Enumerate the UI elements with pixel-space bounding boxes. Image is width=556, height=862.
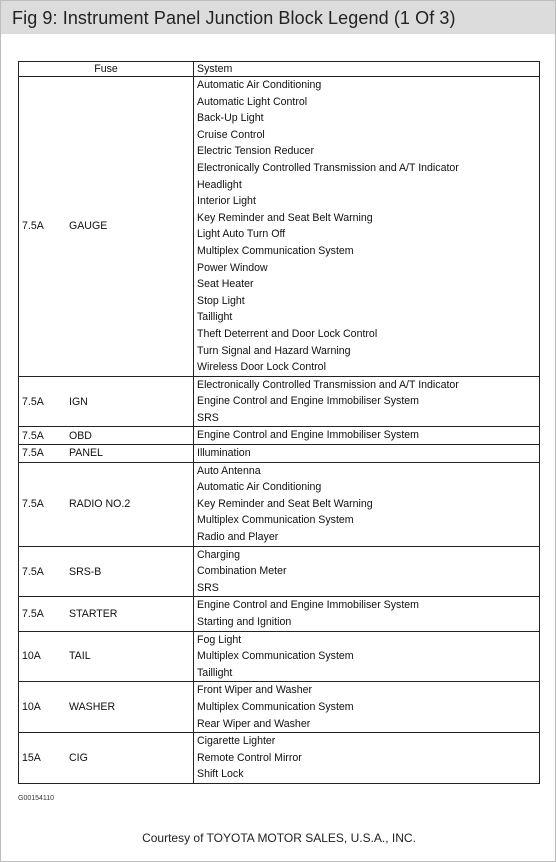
system-item: Radio and Player bbox=[197, 531, 279, 544]
fuse-amperage: 7.5A bbox=[19, 77, 67, 377]
system-item: Engine Control and Engine Immobiliser System bbox=[197, 429, 419, 442]
system-item: Taillight bbox=[197, 666, 233, 679]
system-list bbox=[194, 427, 540, 445]
fuse-name: SRS-B bbox=[66, 546, 194, 597]
fuse-name: PANEL bbox=[66, 445, 194, 463]
system-item: Theft Deterrent and Door Lock Control bbox=[197, 327, 378, 340]
table-body bbox=[19, 77, 540, 784]
fuse-amperage: 10A bbox=[19, 682, 67, 733]
system-item: Shift Lock bbox=[197, 768, 244, 781]
figure-code: G00154110 bbox=[18, 795, 55, 802]
system-item: Multiplex Communication System bbox=[197, 650, 354, 663]
system-item: Key Reminder and Seat Belt Warning bbox=[197, 211, 373, 224]
system-list bbox=[194, 77, 540, 377]
system-item: Cruise Control bbox=[197, 128, 265, 141]
fuse-amperage: 15A bbox=[19, 733, 67, 784]
system-item: Multiplex Communication System bbox=[197, 244, 354, 257]
fuse-name: CIG bbox=[66, 733, 194, 784]
system-item: Headlight bbox=[197, 178, 242, 191]
system-item: Electronically Controlled Transmission and A/T Indicator bbox=[197, 378, 459, 391]
table-row bbox=[19, 427, 540, 445]
system-list bbox=[194, 597, 540, 631]
title-bar bbox=[1, 1, 555, 34]
system-item: Multiplex Communication System bbox=[197, 514, 354, 527]
system-list bbox=[194, 462, 540, 546]
system-item: Rear Wiper and Washer bbox=[197, 717, 311, 730]
system-item: Seat Heater bbox=[197, 278, 254, 291]
table-row bbox=[19, 462, 540, 546]
system-item: Taillight bbox=[197, 311, 233, 324]
table-header-row bbox=[19, 62, 540, 77]
system-item: Front Wiper and Washer bbox=[197, 684, 312, 697]
system-item: Charging bbox=[197, 548, 240, 561]
system-item: Auto Antenna bbox=[197, 464, 261, 477]
courtesy-line: Courtesy of TOYOTA MOTOR SALES, U.S.A., INC. bbox=[142, 831, 416, 845]
system-item: Stop Light bbox=[197, 294, 245, 307]
fuse-name: OBD bbox=[66, 427, 194, 445]
table-row bbox=[19, 445, 540, 463]
system-item: Engine Control and Engine Immobiliser System bbox=[197, 395, 419, 408]
system-item: Wireless Door Lock Control bbox=[197, 361, 326, 374]
table-row bbox=[19, 631, 540, 682]
table-row bbox=[19, 733, 540, 784]
system-item: SRS bbox=[197, 581, 219, 594]
fuse-amperage: 10A bbox=[19, 631, 67, 682]
fuse-legend-table bbox=[18, 61, 540, 784]
system-item: SRS bbox=[197, 411, 219, 424]
system-list bbox=[194, 682, 540, 733]
system-item: Fog Light bbox=[197, 633, 242, 646]
system-item: Automatic Air Conditioning bbox=[197, 481, 322, 494]
fuse-amperage: 7.5A bbox=[19, 427, 67, 445]
system-item: Multiplex Communication System bbox=[197, 700, 354, 713]
system-item: Power Window bbox=[197, 261, 268, 274]
system-item: Automatic Light Control bbox=[197, 95, 308, 108]
fuse-name: STARTER bbox=[66, 597, 194, 631]
system-column-header: System bbox=[194, 62, 540, 77]
system-item: Light Auto Turn Off bbox=[197, 228, 286, 241]
system-item: Cigarette Lighter bbox=[197, 735, 276, 748]
table-row bbox=[19, 597, 540, 631]
fuse-name: GAUGE bbox=[66, 77, 194, 377]
table-row bbox=[19, 682, 540, 733]
system-list bbox=[194, 376, 540, 427]
system-item: Engine Control and Engine Immobiliser System bbox=[197, 599, 419, 612]
system-item: Key Reminder and Seat Belt Warning bbox=[197, 497, 373, 510]
table-row bbox=[19, 77, 540, 377]
system-list bbox=[194, 733, 540, 784]
system-item: Illumination bbox=[197, 447, 251, 460]
fuse-amperage: 7.5A bbox=[19, 376, 67, 427]
system-item: Starting and Ignition bbox=[197, 616, 292, 628]
figure-title: Fig 9: Instrument Panel Junction Block Legend (1 Of 3) bbox=[12, 8, 456, 28]
system-list bbox=[194, 631, 540, 682]
system-item: Back-Up Light bbox=[197, 112, 264, 125]
fuse-name: WASHER bbox=[66, 682, 194, 733]
fuse-amperage: 7.5A bbox=[19, 462, 67, 546]
fuse-amperage: 7.5A bbox=[19, 546, 67, 597]
system-list bbox=[194, 546, 540, 597]
fuse-amperage: 7.5A bbox=[19, 597, 67, 631]
system-item: Turn Signal and Hazard Warning bbox=[197, 344, 351, 357]
fuse-name: RADIO NO.2 bbox=[66, 462, 194, 546]
system-item: Combination Meter bbox=[197, 565, 287, 578]
fuse-amperage: 7.5A bbox=[19, 445, 67, 463]
system-list bbox=[194, 445, 540, 463]
system-item: Automatic Air Conditioning bbox=[197, 79, 322, 91]
system-item: Electric Tension Reducer bbox=[197, 145, 314, 158]
fuse-name: IGN bbox=[66, 376, 194, 427]
system-item: Electronically Controlled Transmission and A/T Indicator bbox=[197, 161, 459, 174]
table-row bbox=[19, 546, 540, 597]
fuse-column-header: Fuse bbox=[19, 62, 194, 77]
table-row bbox=[19, 376, 540, 427]
system-item: Interior Light bbox=[197, 195, 256, 208]
system-item: Remote Control Mirror bbox=[197, 751, 302, 764]
fuse-name: TAIL bbox=[66, 631, 194, 682]
